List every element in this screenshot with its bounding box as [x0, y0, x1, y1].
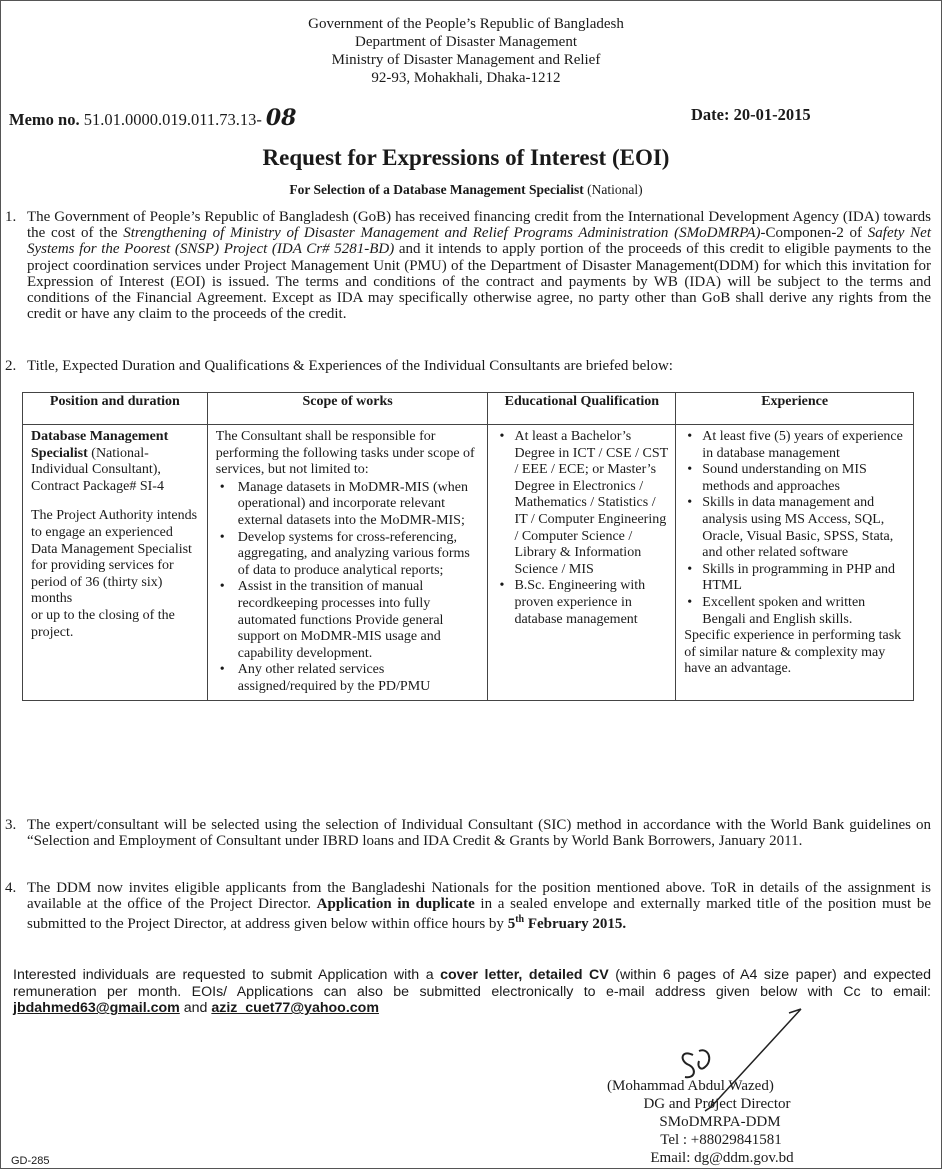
application-required-docs: cover letter, detailed CV	[440, 967, 609, 983]
deadline-day: 5	[507, 916, 516, 933]
subtitle-normal: (National)	[587, 182, 643, 197]
email-link-2[interactable]: aziz_cuet77@yahoo.com	[211, 1000, 379, 1017]
memo-date: Date: 20-01-2015	[691, 105, 811, 124]
scope-intro: The Consultant shall be responsible for performing the following tasks under scope of services, but not limited to:	[215, 429, 475, 478]
header-education: Educational Qualification	[488, 393, 676, 425]
list-item: • Sound understanding on MIS methods and approaches	[684, 462, 907, 495]
experience-list	[684, 429, 907, 628]
paragraph-1-program-name: Strengthening of Ministry of Disaster Management and Relief Programs Administration (SMoDMRPA)	[123, 225, 761, 242]
table-header-row	[23, 393, 914, 425]
position-details: (National-Individual Consultant), Contract Package# SI-4	[31, 445, 164, 494]
letterhead-address: 92-93, Mohakhali, Dhaka-1212	[371, 70, 561, 86]
paragraph-1-text-c: and it intends to apply portion of the proceeds of this credit to eligible payments to the project coordination services under Project Management Unit (PMU) of the Department of Disaster Management(DDM) for which this invitation for Expression of Interest (EOI) is issued. The terms and conditions of the contract and payments by WB (IDA) will be subject to the terms and conditions of the Financial Agreement. Except as IDA may specifically otherwise agree, no party other than GoB shall derive any rights from the credit or have any claim to the proceeds of the credit.	[27, 241, 931, 323]
memo-number	[9, 105, 296, 131]
education-list	[496, 429, 669, 628]
experience-note: Specific experience in performing task of similar nature & complexity may have an advantage.	[684, 628, 902, 677]
education-cell	[488, 425, 676, 701]
paragraph-number: 3.	[5, 817, 17, 833]
paragraph-number: 2.	[5, 358, 17, 374]
application-text-b: (within 6 pages of A4 size paper) and expected remuneration per month. EOIs/ Applications can also be submitted electronically to e-mail address given below with Cc to email:	[13, 967, 932, 1000]
list-item: • Skills in programming in PHP and HTML	[684, 562, 907, 595]
letterhead-government: Government of the People’s Republic of Bangladesh	[308, 16, 624, 32]
position-duration-note: or up to the closing of the project.	[31, 607, 175, 640]
signatory-phone: Tel : +88029841581	[660, 1132, 782, 1148]
list-item: • Excellent spoken and written Bengali and English skills.	[684, 595, 907, 628]
signatory-name: (Mohammad Abdul Wazed)	[607, 1078, 774, 1094]
letterhead-department: Department of Disaster Management	[354, 34, 577, 50]
document-subtitle	[1, 182, 931, 198]
position-title: Database Management Specialist	[31, 429, 169, 461]
letterhead-ministry: Ministry of Disaster Management and Relief	[331, 52, 601, 68]
paragraph-3	[5, 817, 931, 850]
position-description: The Project Authority intends to engage an experienced Data Management Specialist for providing services for period of 36 (thirty six) months	[31, 508, 198, 607]
scope-list	[216, 480, 482, 696]
signature-block	[607, 1077, 847, 1167]
subtitle-bold: For Selection of a Database Management Specialist	[289, 182, 584, 197]
application-text-c: and	[179, 1000, 212, 1017]
application-text-a: Interested individuals are requested to submit Application with a	[13, 967, 441, 983]
memo-label: Memo no.	[9, 110, 80, 129]
deadline-suffix: th	[515, 914, 525, 926]
paragraph-4-duplicate: Application in duplicate	[316, 896, 475, 913]
paragraph-1-text-b: -Componen-2 of	[760, 225, 868, 242]
signatory-organization: SMoDMRPA-DDM	[659, 1114, 781, 1130]
memo-handwritten-suffix: 08	[265, 105, 297, 131]
list-item: • At least five (5) years of experience in database management	[684, 429, 907, 462]
list-item: • Develop systems for cross-referencing, aggregating, and analyzing various forms of data to produce analytical reports;	[216, 530, 482, 580]
footer-code: GD-285	[11, 1155, 50, 1167]
table-row	[23, 425, 914, 701]
list-item: • B.Sc. Engineering with proven experience in database management	[496, 578, 669, 628]
email-link-1[interactable]: jbdahmed63@gmail.com	[13, 1000, 180, 1017]
paragraph-4-text-a: The DDM now invites eligible applicants from the Bangladeshi Nationals for the position mentioned above. ToR in details of the assignment is available at the office of the Project Director.	[27, 880, 931, 913]
paragraph-4-text-b: in a sealed envelope and externally marked title of the position must be submitted to the Project Director, at address given below within office hours by	[27, 896, 932, 933]
list-item: • Any other related services assigned/required by the PD/PMU	[216, 662, 482, 695]
position-cell	[23, 425, 208, 701]
list-item: • At least a Bachelor’s Degree in ICT / CSE / CST / EEE / ECE; or Master’s Degree in Electronics / Mathematics / Statistics / IT / Computer Engineering / Computer Science / Library & Information Science / MIS	[496, 429, 669, 578]
letterhead	[1, 15, 931, 87]
list-item: • Assist in the transition of manual recordkeeping processes into fully automated functions Provide general support on MoDMR-MIS usage and capability development.	[216, 579, 482, 662]
paragraph-number: 4.	[5, 880, 17, 896]
list-item: • Manage datasets in MoDMR-MIS (when operational) and incorporate relevant external datasets into the MoDMR-MIS;	[216, 480, 482, 530]
signature-stroke-initials	[683, 1050, 710, 1077]
consultant-table	[22, 392, 914, 701]
signatory-title: DG and Project Director	[643, 1096, 791, 1112]
paragraph-1	[5, 209, 931, 323]
header-scope: Scope of works	[207, 393, 488, 425]
paragraph-2	[5, 358, 931, 374]
signatory-email: Email: dg@ddm.gov.bd	[650, 1150, 794, 1166]
header-position: Position and duration	[23, 393, 208, 425]
memo-number-value: 51.01.0000.019.011.73.13-	[83, 110, 262, 129]
paragraph-number: 1.	[5, 209, 17, 225]
paragraph-1-text-a: The Government of People’s Republic of Bangladesh (GoB) has received financing credit from the International Development Agency (IDA) towards the cost of the	[27, 209, 931, 242]
header-experience: Experience	[676, 393, 914, 425]
deadline-month-year: February 2015.	[524, 916, 627, 933]
scope-cell	[207, 425, 488, 701]
list-item: • Skills in data management and analysis using MS Access, SQL, Oracle, Visual Basic, SPSS, Stata, and other related software	[684, 495, 907, 561]
paragraph-4	[5, 880, 932, 933]
position-name	[31, 429, 201, 495]
experience-cell	[676, 425, 914, 701]
paragraph-3-text: The expert/consultant will be selected using the selection of Individual Consultant (SIC) method in accordance with the World Bank guidelines on “Selection and Employment of Consultant under IBRD loans and IDA Credit & Grants by World Bank Borrowers, January 2011.	[27, 817, 931, 850]
paragraph-1-project-name: Safety Net Systems for the Poorest (SNSP) Project (IDA Cr# 5281-BD)	[27, 225, 931, 258]
document-title: Request for Expressions of Interest (EOI)	[262, 145, 670, 170]
paragraph-2-text: Title, Expected Duration and Qualifications & Experiences of the Individual Consultants are briefed below:	[27, 358, 673, 374]
